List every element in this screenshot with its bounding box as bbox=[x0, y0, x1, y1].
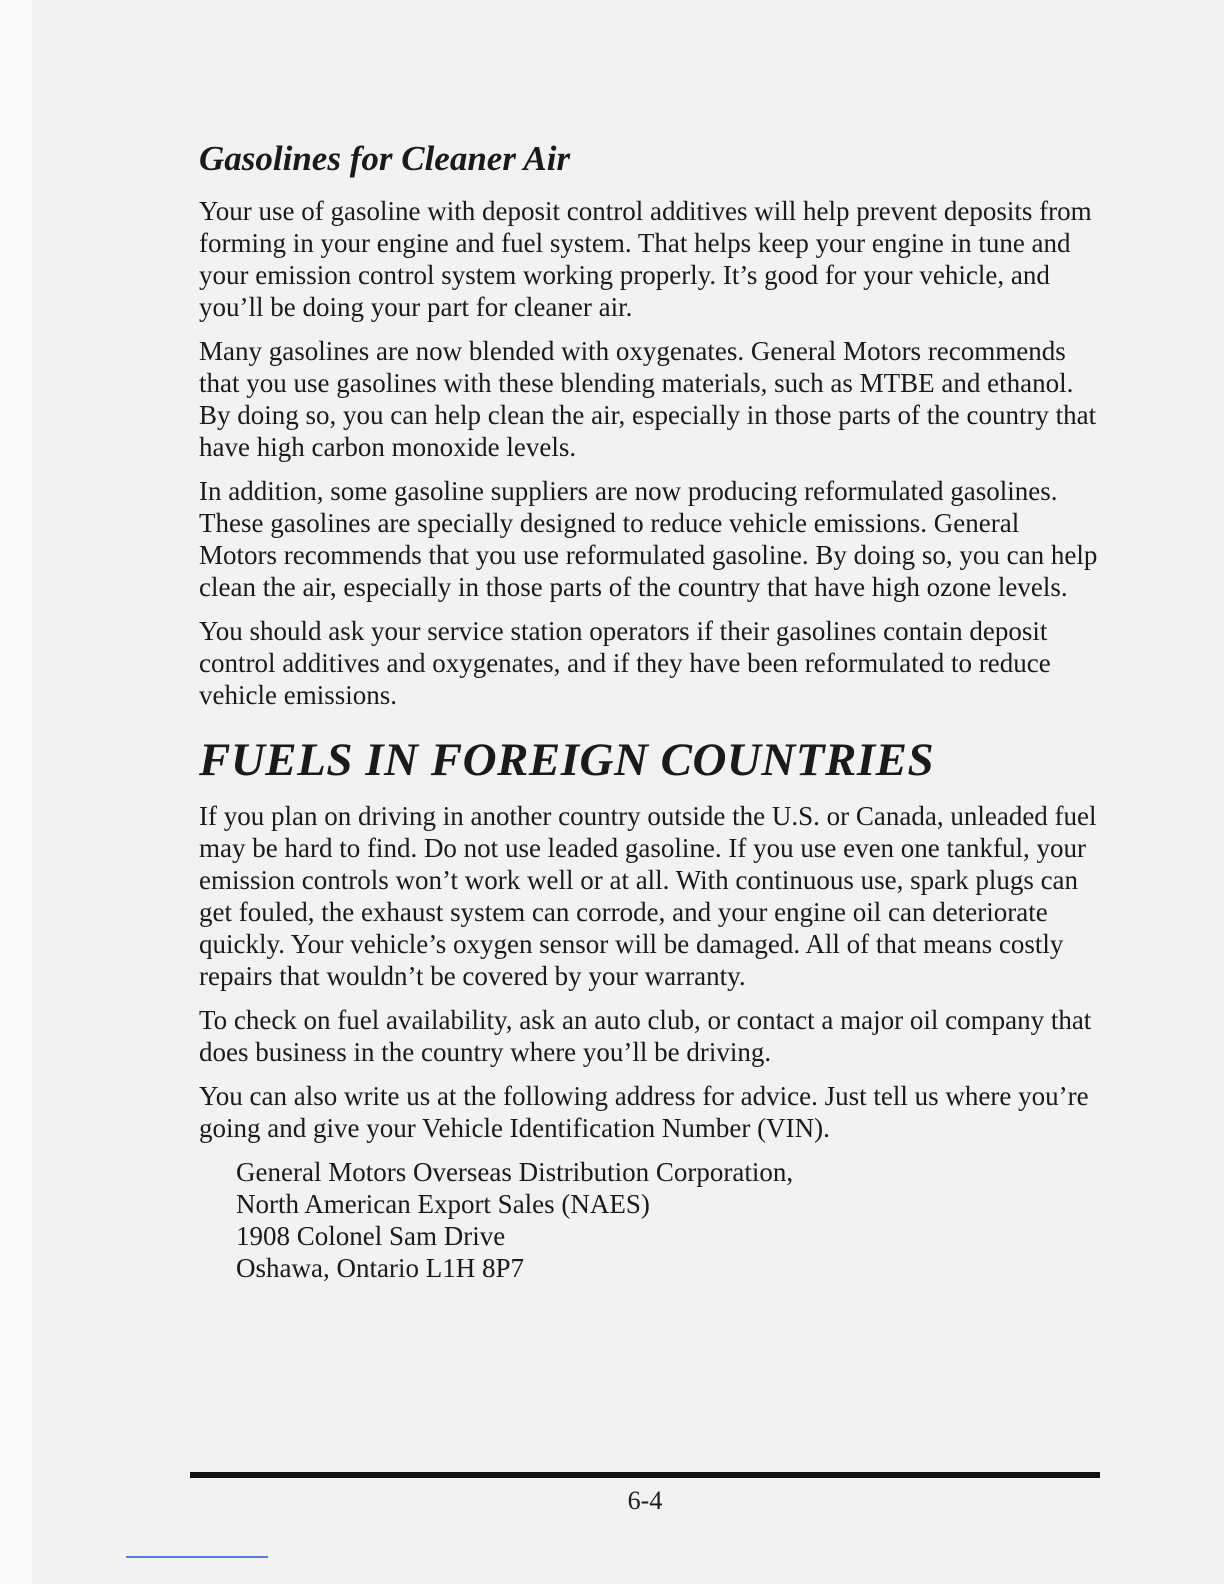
address-line-street: 1908 Colonel Sam Drive bbox=[236, 1221, 506, 1252]
address-line-department: North American Export Sales (NAES) bbox=[236, 1189, 650, 1220]
page-content bbox=[199, 140, 1099, 1284]
page-left-margin bbox=[0, 0, 32, 1584]
paragraph-oxygenates: Many gasolines are now blended with oxygenates. General Motors recommends that you use gasolines with these blending materials, such as MTBE and ethanol. By doing so, you can help clean the air, especially in those parts of the country that have high carbon monoxide levels. bbox=[199, 335, 1097, 462]
paragraph-deposit-control: Your use of gasoline with deposit control additives will help prevent deposits from forming in your engine and fuel system. That helps keep your engine in tune and your emission control system working properly. It’s good for your vehicle, and you’ll be doing your part for cleaner air. bbox=[199, 195, 1092, 322]
section-heading-fuels-foreign-countries: FUELS IN FOREIGN COUNTRIES bbox=[199, 733, 935, 786]
paragraph-fuel-availability: To check on fuel availability, ask an auto club, or contact a major oil company that does business in the country where you’ll be driving. bbox=[199, 1005, 1092, 1068]
paragraph-reformulated: In addition, some gasoline suppliers are now producing reformulated gasolines. These gasolines are specially designed to reduce vehicle emissions. General Motors recommends that you use reformulated gasoline. By doing so, you can help clean the air, especially in those parts of the country that have high ozone levels. bbox=[199, 475, 1098, 602]
address-line-city: Oshawa, Ontario L1H 8P7 bbox=[236, 1253, 524, 1284]
mailing-address bbox=[236, 1156, 1099, 1284]
paragraph-ask-operators: You should ask your service station operators if their gasolines contain deposit control additives and oxygenates, and if they have been reformulated to reduce vehicle emissions. bbox=[199, 615, 1051, 710]
page-number: 6-4 bbox=[627, 1486, 663, 1515]
paragraph-write-us: You can also write us at the following address for advice. Just tell us where you’re going and give your Vehicle Identification Number (VIN). bbox=[199, 1081, 1089, 1144]
footer-rule bbox=[190, 1472, 1100, 1478]
section-heading-gasolines-cleaner-air: Gasolines for Cleaner Air bbox=[199, 139, 571, 178]
address-line-company: General Motors Overseas Distribution Corporation, bbox=[236, 1157, 794, 1188]
scan-edge-mark bbox=[126, 1556, 268, 1558]
paragraph-driving-abroad: If you plan on driving in another country outside the U.S. or Canada, unleaded fuel may be hard to find. Do not use leaded gasoline. If you use even one tankful, your emission controls won’t work well or at all. With continuous use, spark plugs can get fouled, the exhaust system can corrode, and your engine oil can deteriorate quickly. Your vehicle’s oxygen sensor will be damaged. All of that means costly repairs that wouldn’t be covered by your warranty. bbox=[199, 801, 1097, 992]
